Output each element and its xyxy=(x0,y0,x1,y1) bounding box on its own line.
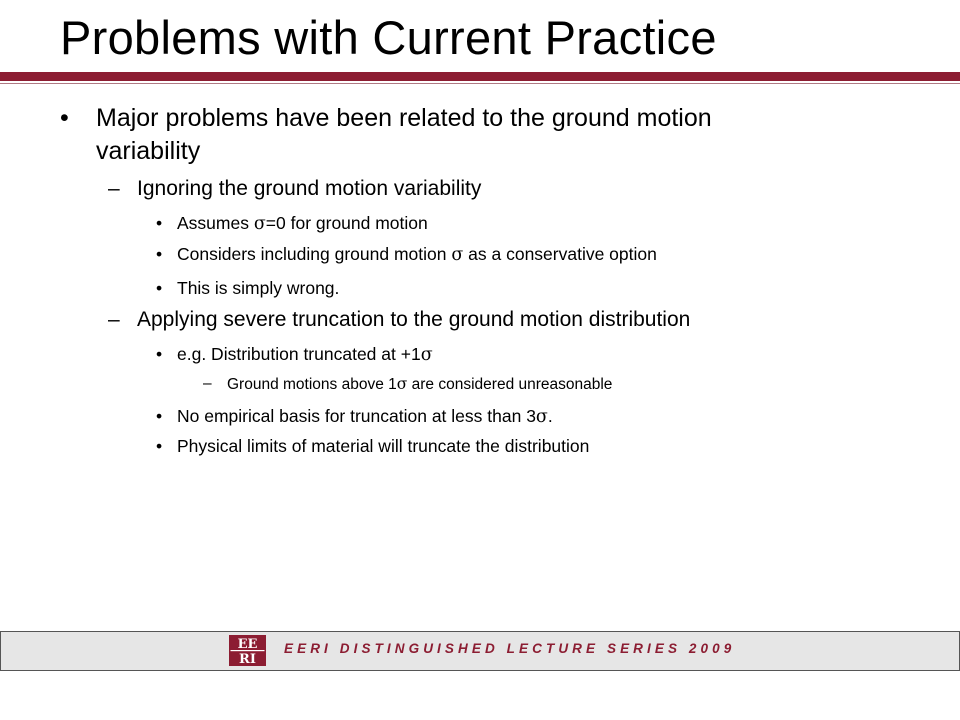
text-segment: No empirical basis for truncation at less than 3 xyxy=(177,406,536,426)
bullet-marker: • xyxy=(156,278,163,298)
text-segment: e.g. Distribution truncated at +1 xyxy=(177,344,421,364)
logo-text-top: EE xyxy=(237,637,258,652)
bullet-text: Major problems have been related to the ground motion xyxy=(96,104,712,132)
bullet-marker: • xyxy=(156,244,163,264)
title-rule xyxy=(0,72,960,81)
level-4-text xyxy=(227,375,612,394)
bullet-text-continued: variability xyxy=(96,137,201,165)
text-segment: Ground motions above 1 xyxy=(227,376,397,393)
sigma-symbol: σ xyxy=(451,245,464,265)
dash-marker: – xyxy=(108,308,120,331)
title-rule-thin-line xyxy=(0,83,960,84)
text-segment: . xyxy=(547,406,553,426)
text-segment: Assumes xyxy=(177,213,254,233)
sigma-symbol: σ xyxy=(253,214,266,234)
text-segment: =0 for ground motion xyxy=(265,213,428,233)
sigma-symbol: σ xyxy=(396,375,408,393)
text-segment: Considers including ground motion xyxy=(177,244,452,264)
footer-lecture-series: EERI DISTINGUISHED LECTURE SERIES 2009 xyxy=(284,641,736,656)
bullet-marker: • xyxy=(156,344,163,364)
sub-sub-bullet-text xyxy=(177,213,428,234)
sub-sub-bullet-text: This is simply wrong. xyxy=(177,278,340,298)
sub-bullet-text: Applying severe truncation to the ground motion distribution xyxy=(137,308,691,331)
text-segment: are considered unreasonable xyxy=(407,376,613,393)
bullet-marker: • xyxy=(156,436,163,456)
sub-bullet-text: Ignoring the ground motion variability xyxy=(137,177,482,200)
bullet-marker: • xyxy=(156,406,163,426)
bullet-marker: • xyxy=(156,213,163,233)
sub-sub-bullet-text xyxy=(177,244,657,265)
sub-sub-bullet-text xyxy=(177,344,433,365)
sigma-symbol: σ xyxy=(420,345,433,365)
text-segment: as a conservative option xyxy=(463,244,657,264)
bullet-marker: • xyxy=(60,104,69,132)
dash-marker: – xyxy=(203,375,212,392)
sub-sub-bullet-text: Physical limits of material will truncate the distribution xyxy=(177,436,590,456)
logo-text-bottom: RI xyxy=(239,652,256,666)
dash-marker: – xyxy=(108,177,120,200)
slide-title: Problems with Current Practice xyxy=(60,11,717,64)
sigma-symbol: σ xyxy=(535,407,548,427)
eeri-logo xyxy=(229,635,266,666)
sub-sub-bullet-text xyxy=(177,406,553,427)
